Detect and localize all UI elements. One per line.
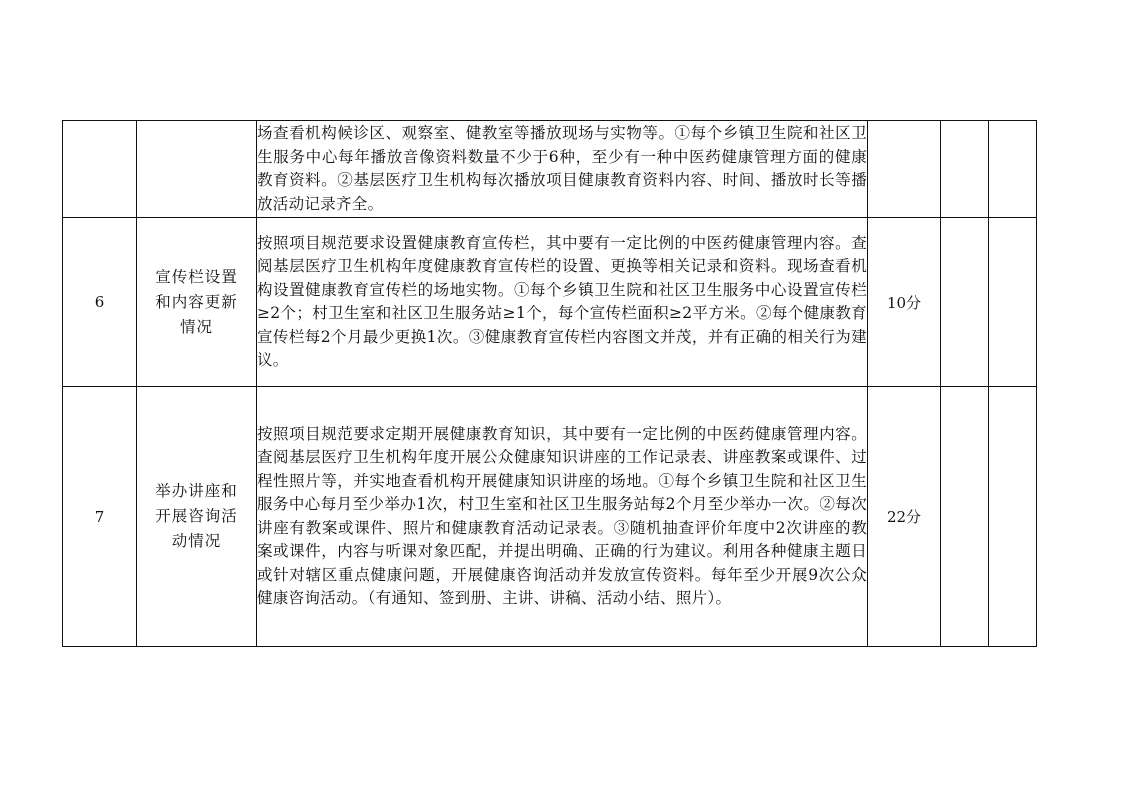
content-cell: 按照项目规范要求定期开展健康教育知识，其中要有一定比例的中医药健康管理内容。查阅基层医疗卫生机构年度开展公众健康知识讲座的工作记录表、讲座教案或课件、过程性照片等，并实地查看机构开展健康知识讲座的场地。①每个乡镇卫生院和社区卫生服务中心每月至少举办1次，村卫生室和社区卫生服务站每2个月至少举办一次。②每次讲座有教案或课件、照片和健康教育活动记录表。③随机抽查评价年度中2次讲座的教案或课件，内容与听课对象匹配，并提出明确、正确的行为建议。利用各种健康主题日或针对辖区重点健康问题，开展健康咨询活动并发放宣传资料。每年至少开展9次公众健康咨询活动。（有通知、签到册、主讲、讲稿、活动小结、照片）。 [257, 387, 868, 647]
empty-cell [989, 121, 1037, 218]
empty-cell [941, 218, 989, 387]
score-cell: 10分 [868, 218, 941, 387]
item-name-cell [137, 387, 257, 647]
score-cell: 22分 [868, 387, 941, 647]
empty-cell [989, 218, 1037, 387]
row-number-cell [63, 121, 137, 218]
table-row [63, 387, 1037, 647]
item-name: 举办讲座和开展咨询活动情况 [155, 482, 238, 550]
item-name-cell [137, 218, 257, 387]
empty-cell [989, 387, 1037, 647]
content-cell: 按照项目规范要求设置健康教育宣传栏，其中要有一定比例的中医药健康管理内容。查阅基层医疗卫生机构年度健康教育宣传栏的设置、更换等相关记录和资料。现场查看机构设置健康教育宣传栏的场地实物。①每个乡镇卫生院和社区卫生服务中心设置宣传栏≥2个；村卫生室和社区卫生服务站≥1个，每个宣传栏面积≥2平方米。②每个健康教育宣传栏每2个月最少更换1次。③健康教育宣传栏内容图文并茂，并有正确的相关行为建议。 [257, 218, 868, 387]
content-cell: 场查看机构候诊区、观察室、健教室等播放现场与实物等。①每个乡镇卫生院和社区卫生服务中心每年播放音像资料数量不少于6种，至少有一种中医药健康管理方面的健康教育资料。②基层医疗卫生机构每次播放项目健康教育资料内容、时间、播放时长等播放活动记录齐全。 [257, 121, 868, 218]
item-name: 宣传栏设置和内容更新情况 [155, 267, 238, 336]
score-cell [868, 121, 941, 218]
row-number-cell: 7 [63, 387, 137, 647]
empty-cell [941, 387, 989, 647]
table-row [63, 121, 1037, 218]
empty-cell [941, 121, 989, 218]
table-row [63, 218, 1037, 387]
evaluation-table [62, 120, 1037, 647]
item-name-cell [137, 121, 257, 218]
row-number-cell: 6 [63, 218, 137, 387]
